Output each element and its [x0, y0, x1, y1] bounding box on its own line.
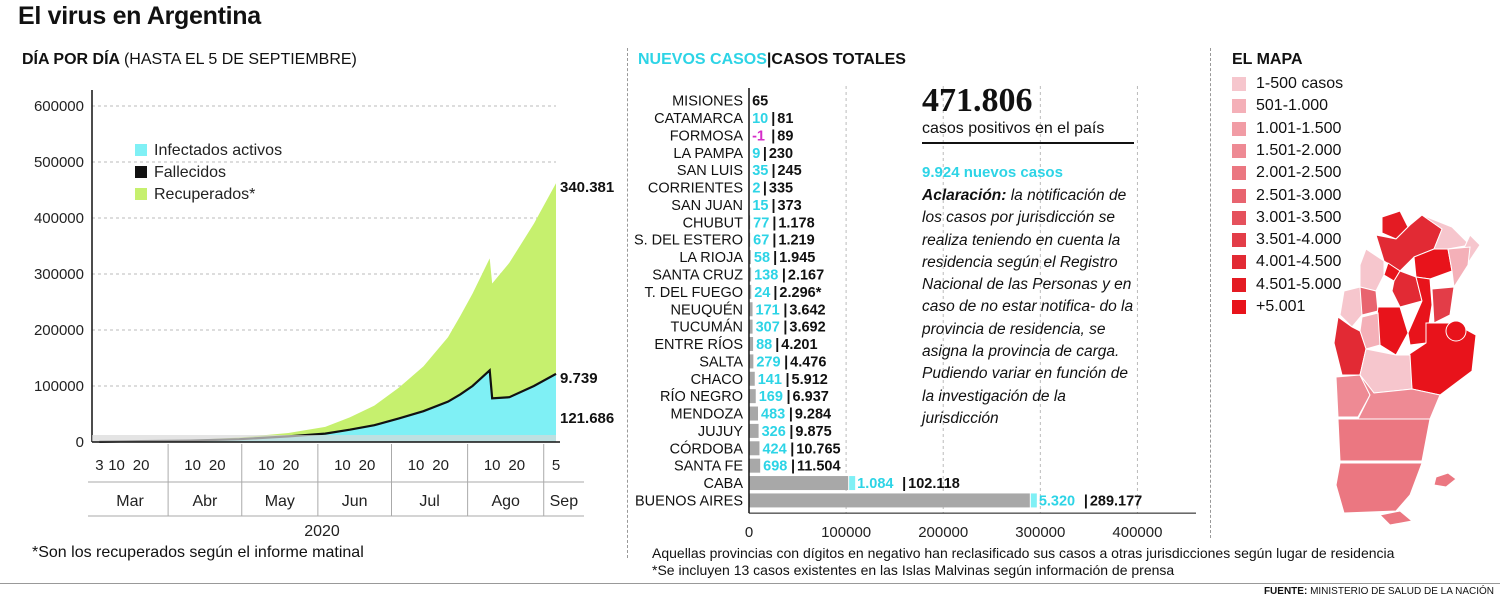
total-cases-label: 3.642 [789, 302, 826, 319]
province-label: RÍO NEGRO [660, 389, 743, 406]
province-label: SANTA CRUZ [652, 267, 743, 284]
argentina-map [1330, 205, 1500, 525]
new-cases-label: 483 [761, 406, 786, 423]
clarification-text: la notificación de los casos por jurisdicción se realiza teniendo en cuenta la residencia según el Registro Nacional de las Personas y en caso de no estar notifica- do la provincia de residencia, se asigna la provincia de carga. Pudiendo variar en función de la investigación de la jurisdicción [922, 187, 1134, 427]
legend-label: Fallecidos [154, 164, 227, 181]
source-text: MINISTERIO DE SALUD DE LA NACIÓN [1310, 586, 1494, 597]
y-tick-label: 400000 [33, 210, 84, 227]
province-catamarca [1360, 249, 1384, 291]
day-tick-label: 10 [108, 457, 125, 474]
total-cases-label: 2.167 [787, 267, 825, 284]
total-cases-label: 335 [768, 180, 794, 197]
total-cases-label: 81 [777, 111, 794, 128]
province-label: SAN LUIS [676, 163, 743, 180]
label-separator: | [771, 111, 776, 128]
map-legend-swatch [1232, 122, 1246, 136]
month-label: Ago [491, 493, 520, 510]
chart-legend [135, 142, 282, 203]
label-separator: | [784, 354, 789, 371]
map-legend-item [1232, 74, 1343, 94]
map-legend-item [1232, 163, 1341, 183]
map-legend-item [1232, 230, 1341, 250]
map-legend-swatch [1232, 189, 1246, 203]
total-cases-label: 1.219 [778, 232, 815, 249]
province-entre-rios [1432, 287, 1454, 323]
map-legend-item [1232, 252, 1341, 272]
y-tick-label: 0 [75, 434, 84, 451]
plot-area [92, 183, 560, 442]
label-separator: | [762, 180, 767, 197]
new-cases-label: 307 [755, 319, 780, 336]
month-label: Jul [419, 493, 440, 510]
caba-marker [1446, 321, 1466, 341]
total-bar [749, 493, 1030, 507]
new-cases-label: 171 [755, 302, 780, 319]
day-tick-label: 20 [508, 457, 526, 474]
label-separator: | [783, 302, 788, 319]
province-label: CÓRDOBA [669, 441, 743, 458]
y-tick-label: 200000 [33, 322, 84, 339]
total-cases-label: 5.912 [791, 371, 828, 388]
new-cases-label: 10 [752, 111, 769, 128]
province-label: JUJUY [697, 423, 743, 440]
new-cases-label: 15 [752, 197, 769, 214]
year-label: 2020 [304, 523, 340, 540]
source-label: FUENTE: [1263, 586, 1308, 597]
province-label: ENTRE RÍOS [654, 337, 743, 354]
label-separator: | [789, 423, 794, 440]
map-legend-label: 4.001-4.500 [1256, 253, 1342, 271]
province-label: SANTA FE [673, 458, 743, 475]
heading-separator: | [766, 51, 772, 68]
label-separator: | [783, 319, 788, 336]
label-separator: | [771, 128, 776, 145]
new-cases-label: 9 [752, 145, 761, 162]
map-legend-label: 1.501-2.000 [1256, 141, 1342, 159]
map-legend-label: 3.501-4.000 [1256, 231, 1342, 249]
province-label: MISIONES [672, 93, 743, 110]
province-label: BUENOS AIRES [635, 493, 743, 510]
map-legend-label: 2.501-3.000 [1256, 186, 1342, 204]
map-legend-swatch [1232, 278, 1246, 292]
x-tick-label: 0 [744, 524, 754, 542]
total-cases-label: 2.296* [779, 284, 822, 301]
map-legend-label: 1-500 casos [1256, 75, 1344, 92]
legend-label: Infectados activos [154, 142, 283, 159]
heading-total-cases: CASOS TOTALES [771, 51, 906, 68]
province-label: S. DEL ESTERO [633, 232, 743, 249]
map-legend-swatch [1232, 300, 1246, 314]
malvinas-islands [1434, 473, 1456, 487]
total-bar [749, 476, 848, 490]
map-legend-swatch [1232, 255, 1246, 269]
province-corrientes [1448, 247, 1470, 287]
total-cases-label: 10.765 [796, 441, 841, 458]
day-tick-label: 10 [184, 457, 201, 474]
negative-digits-footnote: Aquellas provincias con dígitos en negativo han reclasificado sus casos a otras jurisdicciones según lugar de residencia [652, 545, 1395, 561]
province-label: CABA [703, 476, 743, 493]
province-label: SALTA [699, 354, 743, 371]
new-cases-label: 169 [758, 389, 783, 406]
new-cases-count: 9.924 nuevos casos [922, 164, 1063, 181]
total-bar [749, 424, 759, 438]
map-legend-item [1232, 119, 1341, 139]
map-legend-label: 3.001-3.500 [1256, 208, 1342, 226]
x-tick-label: 200000 [918, 524, 969, 542]
province-cordoba [1376, 307, 1408, 355]
total-cases-label: 65 [752, 93, 769, 110]
total-cases-label: 102.118 [908, 476, 960, 493]
new-cases-label: 2 [752, 180, 761, 197]
day-tick-label: 20 [358, 457, 376, 474]
province-label: FORMOSA [669, 128, 743, 145]
total-cases-label: 9.284 [794, 406, 832, 423]
end-value-label: 121.686 [560, 409, 615, 427]
map-legend-item [1232, 141, 1341, 161]
map-legend-label: 1.001-1.500 [1256, 119, 1342, 137]
clarification-note [922, 185, 1144, 430]
day-tick-label: 20 [282, 457, 300, 474]
map-legend-swatch [1232, 211, 1246, 225]
page-title: El virus en Argentina [18, 2, 261, 30]
new-cases-label: 77 [753, 215, 770, 232]
label-separator: | [771, 163, 776, 180]
month-label: May [264, 493, 295, 510]
map-legend-swatch [1232, 144, 1246, 158]
y-tick-label: 300000 [33, 266, 84, 283]
day-tick-label: 20 [132, 457, 150, 474]
map-legend-label: +5.001 [1256, 298, 1306, 315]
province-label: NEUQUÉN [670, 302, 743, 319]
month-label: Abr [192, 493, 218, 510]
map-legend-item [1232, 275, 1341, 295]
day-tick-label: 20 [432, 457, 449, 474]
new-cases-label: 141 [757, 371, 782, 388]
total-cases-label: 9.875 [795, 423, 832, 440]
province-chart-title [638, 51, 906, 69]
label-separator: | [788, 406, 793, 423]
map-legend-swatch [1232, 99, 1246, 113]
legend-swatch [135, 166, 147, 178]
label-separator: | [772, 232, 777, 249]
total-cases-label: 1.945 [779, 250, 816, 267]
label-separator: | [773, 284, 778, 301]
day-tick-label: 20 [208, 457, 226, 474]
map-legend-swatch [1232, 166, 1246, 180]
daily-chart-heading: DÍA POR DÍA [22, 51, 120, 68]
new-cases-label: 58 [753, 250, 771, 267]
new-cases-label: 424 [762, 441, 787, 458]
day-tick-label: 10 [483, 457, 501, 474]
map-legend-label: 2.001-2.500 [1256, 164, 1342, 182]
total-cases-label: 89 [777, 128, 794, 145]
label-separator: | [772, 215, 777, 232]
x-tick-label: 400000 [1112, 524, 1163, 542]
x-tick-label: 300000 [1015, 524, 1066, 542]
new-cases-label: 1.084 [857, 476, 894, 493]
total-cases-label: 11.504 [796, 458, 841, 475]
month-label: Mar [116, 493, 144, 510]
day-tick-label: 3 [95, 457, 104, 474]
day-tick-label: 10 [334, 457, 351, 474]
map-legend-swatch [1232, 233, 1246, 247]
source-credit [1264, 586, 1494, 597]
new-cases-label: 138 [754, 267, 779, 284]
legend-label: Recuperados* [154, 186, 256, 203]
footer-rule [0, 583, 1500, 584]
label-separator: | [785, 371, 790, 388]
province-label: CATAMARCA [654, 111, 743, 128]
new-cases-label: 35 [752, 163, 769, 180]
y-tick-label: 100000 [33, 378, 84, 395]
label-separator: | [902, 476, 907, 493]
total-cases-label: 6.937 [792, 389, 829, 406]
new-cases-marker [849, 476, 855, 490]
map-legend-item [1232, 186, 1341, 206]
province-label: CHUBUT [682, 215, 743, 232]
section-divider-1 [627, 48, 628, 558]
total-cases-label: 3.692 [789, 319, 826, 336]
total-bar [749, 459, 760, 473]
end-value-label: 9.739 [560, 369, 598, 387]
new-cases-label: 326 [761, 423, 786, 440]
x-axis [88, 444, 584, 540]
map-legend-item [1232, 208, 1341, 228]
daily-chart-subheading: (HASTA EL 5 DE SEPTIEMBRE) [123, 51, 357, 68]
x-tick-label: 100000 [821, 524, 872, 542]
province-label: CORRIENTES [647, 180, 743, 197]
total-bar [749, 441, 759, 455]
total-cases-label: 289.177 [1089, 493, 1143, 510]
map-legend-item [1232, 96, 1328, 116]
heading-new-cases: NUEVOS CASOS [638, 51, 767, 68]
daily-footnote: *Son los recuperados según el informe matinal [32, 544, 364, 561]
total-cases-label: 373 [777, 197, 802, 214]
daily-area-chart [0, 80, 630, 560]
total-cases-label: 230 [768, 145, 794, 162]
new-cases-label: 24 [754, 284, 771, 301]
month-label: Jun [341, 493, 368, 510]
label-separator: | [786, 389, 791, 406]
new-cases-label: 698 [763, 458, 788, 475]
y-tick-label: 600000 [33, 98, 84, 115]
map-legend-label: 501-1.000 [1256, 97, 1329, 115]
y-tick-label: 500000 [33, 154, 84, 171]
total-cases-label: 4.201 [781, 337, 818, 354]
end-annotations [560, 179, 614, 427]
map-legend-swatch [1232, 77, 1246, 91]
total-cases-label: 4.476 [790, 354, 827, 371]
total-bar [749, 407, 758, 421]
province-label: T. DEL FUEGO [644, 284, 743, 301]
province-santa-cruz [1336, 463, 1422, 513]
total-bar [749, 389, 756, 403]
legend-swatch [135, 144, 147, 156]
section-divider-2 [1210, 48, 1211, 538]
total-cases-label: 245 [777, 163, 802, 180]
province-chubut [1338, 419, 1430, 461]
province-label: LA PAMPA [673, 145, 743, 162]
new-cases-label: 88 [756, 337, 773, 354]
total-positive-cases: 471.806 [922, 82, 1033, 119]
map-title: EL MAPA [1232, 51, 1303, 68]
total-positive-label: casos positivos en el país [922, 120, 1134, 144]
new-cases-marker [1031, 493, 1037, 507]
new-cases-label: 279 [756, 354, 781, 371]
province-label: TUCUMÁN [670, 319, 743, 336]
label-separator: | [775, 337, 780, 354]
malvinas-footnote: *Se incluyen 13 casos existentes en las Islas Malvinas según información de prensa [652, 562, 1175, 578]
new-cases-label: 67 [753, 232, 770, 249]
province-label: MENDOZA [670, 406, 743, 423]
legend-swatch [135, 188, 147, 200]
province-label: LA RIOJA [679, 250, 743, 267]
label-separator: | [773, 250, 778, 267]
end-value-label: 340.381 [560, 179, 615, 197]
label-separator: | [1083, 493, 1088, 510]
new-cases-label: -1 [752, 128, 765, 145]
label-separator: | [771, 197, 776, 214]
new-cases-label: 5.320 [1038, 493, 1076, 510]
daily-chart-title [22, 51, 357, 69]
baseline-strip [92, 435, 556, 442]
total-bar [749, 372, 755, 386]
province-tierra-del-fuego [1380, 511, 1412, 525]
map-legend-item [1232, 297, 1305, 317]
map-legend-label: 4.501-5.000 [1256, 275, 1342, 293]
month-label: Sep [549, 493, 579, 510]
label-separator: | [781, 267, 786, 284]
province-label: SAN JUAN [671, 197, 743, 214]
label-separator: | [790, 441, 795, 458]
day-tick-label: 5 [551, 457, 561, 474]
label-separator: | [762, 145, 767, 162]
label-separator: | [790, 458, 796, 475]
total-cases-label: 1.178 [778, 215, 815, 232]
day-tick-label: 10 [407, 457, 425, 474]
day-tick-label: 10 [257, 457, 275, 474]
province-label: CHACO [690, 371, 743, 388]
clarification-label: Aclaración: [922, 187, 1007, 204]
